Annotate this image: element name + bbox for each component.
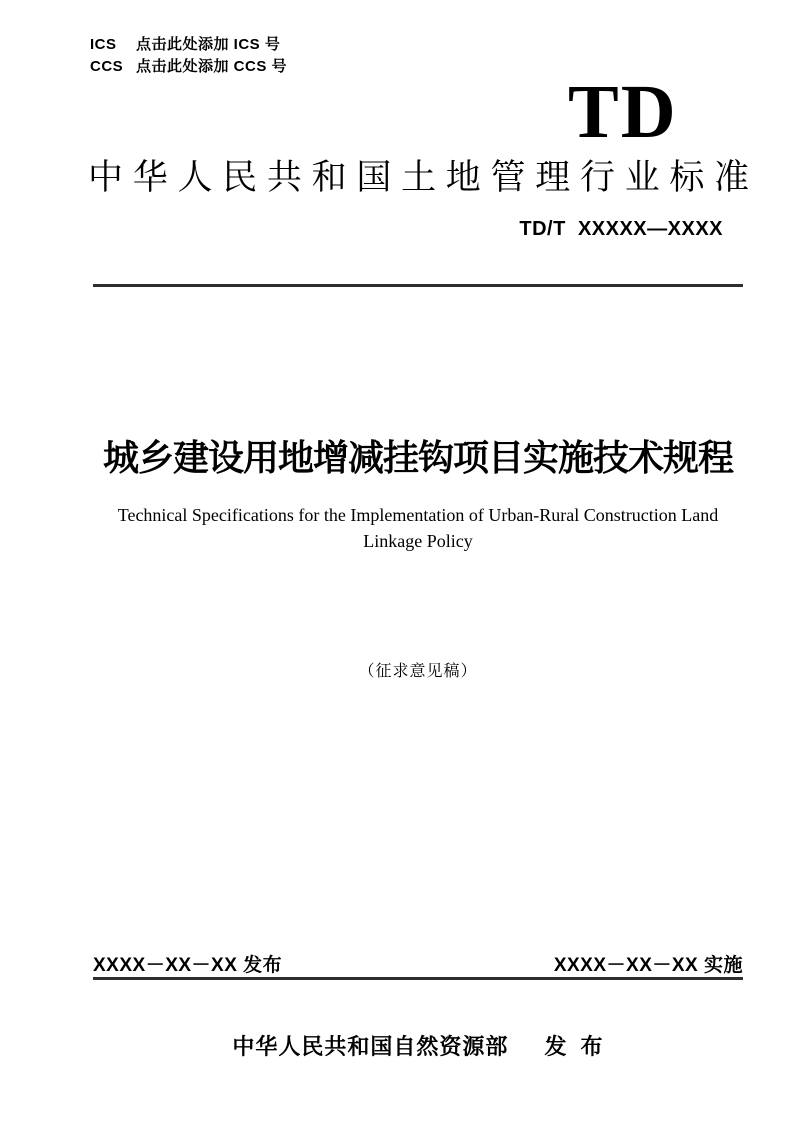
document-title-zh: 城乡建设用地增减挂钩项目实施技术规程 [102, 437, 733, 478]
date-row [93, 950, 743, 977]
ics-line [90, 34, 287, 56]
ccs-code: CCS [90, 58, 124, 75]
draft-note: （征求意见稿） [358, 663, 478, 680]
document-title-en: Technical Specifications for the Implementation of Urban-Rural Construction Land Linkage Policy [117, 505, 719, 551]
footer-rule [93, 977, 743, 980]
ccs-line [90, 56, 287, 78]
publisher-line [93, 1030, 743, 1061]
ics-placeholder[interactable]: 点击此处添加 ICS 号 [136, 36, 281, 53]
implementation-date: XXXX－XX－XX 实施 [553, 955, 743, 976]
header-rule [93, 284, 743, 287]
standard-number: TD/T XXXXX—XXXX [519, 218, 723, 240]
ics-code: ICS [90, 36, 117, 53]
ics-ccs-block [90, 34, 287, 78]
issue-label: 发 布 [544, 1034, 604, 1059]
td-logo: TD [568, 70, 678, 154]
ccs-placeholder[interactable]: 点击此处添加 CCS 号 [136, 58, 288, 75]
release-date: XXXX－XX－XX 发布 [93, 955, 283, 976]
publisher-name: 中华人民共和国自然资源部 [232, 1034, 509, 1059]
standard-type-title: 中 华 人 民 共 和 国 土 地 管 理 行 业 标 准 [88, 158, 750, 197]
